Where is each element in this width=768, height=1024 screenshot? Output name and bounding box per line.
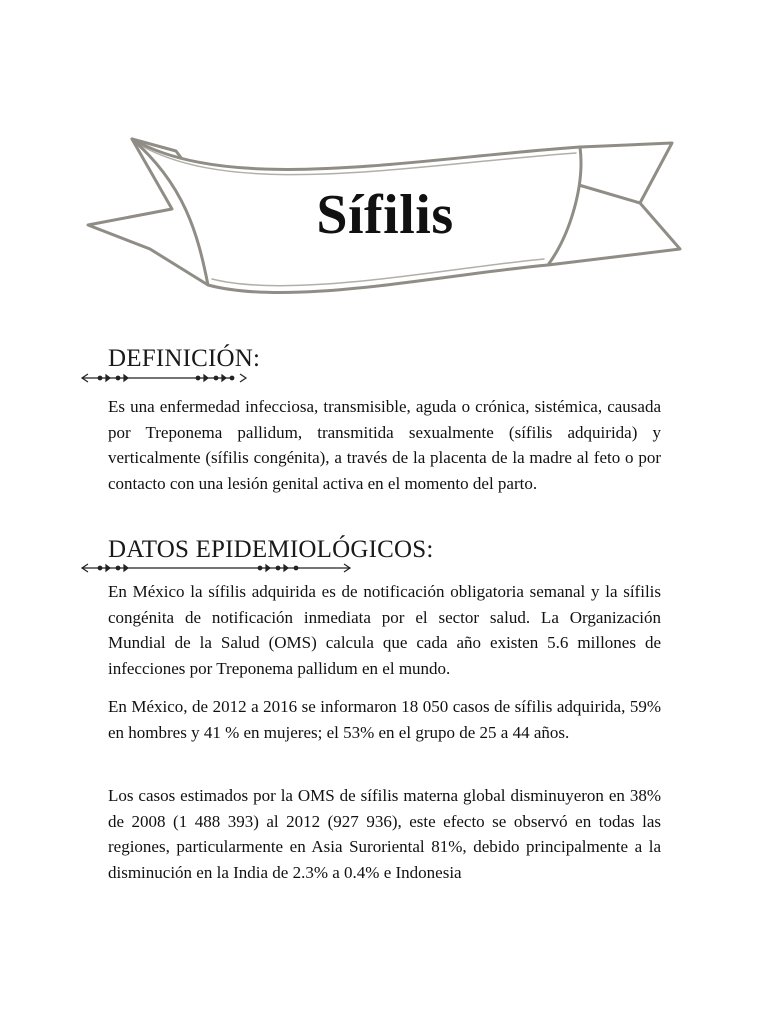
section-heading-datos-epidemiologicos: DATOS EPIDEMIOLÓGICOS: <box>108 536 434 563</box>
paragraph: En México la sífilis adquirida es de notificación obligatoria semanal y la sífilis congénita de notificación inmediata por el sector salud. La Organización Mundial de la Salud (OMS) calcula que cada año existen 5.6 millones de infecciones por Treponema pallidum en el mundo. <box>108 582 661 678</box>
title-banner <box>80 125 690 300</box>
ornamental-divider <box>80 560 360 576</box>
ornamental-divider <box>80 370 260 386</box>
paragraph: Es una enfermedad infecciosa, transmisible, aguda o crónica, sistémica, causada por Treponema pallidum, transmitida sexualmente (sífilis adquirida) y verticalmente (sífilis congénita), a través de la placenta de la madre al feto o por contacto con una lesión genital activa en el momento del parto. <box>108 397 661 493</box>
paragraph: Los casos estimados por la OMS de sífilis materna global disminuyeron en 38% de 2008 (1 488 393) al 2012 (927 936), este efecto se observó en todas las regiones, particularmente en Asia Suroriental 81%, debido principalmente a la disminución en la India de 2.3% a 0.4% e Indonesia <box>108 786 661 882</box>
document-title: Sífilis <box>316 184 454 246</box>
section-heading-definicion: DEFINICIÓN: <box>108 345 261 372</box>
paragraph: En México, de 2012 a 2016 se informaron 18 050 casos de sífilis adquirida, 59% en hombres y 41 % en mujeres; el 53% en el grupo de 25 a 44 años. <box>108 697 661 742</box>
